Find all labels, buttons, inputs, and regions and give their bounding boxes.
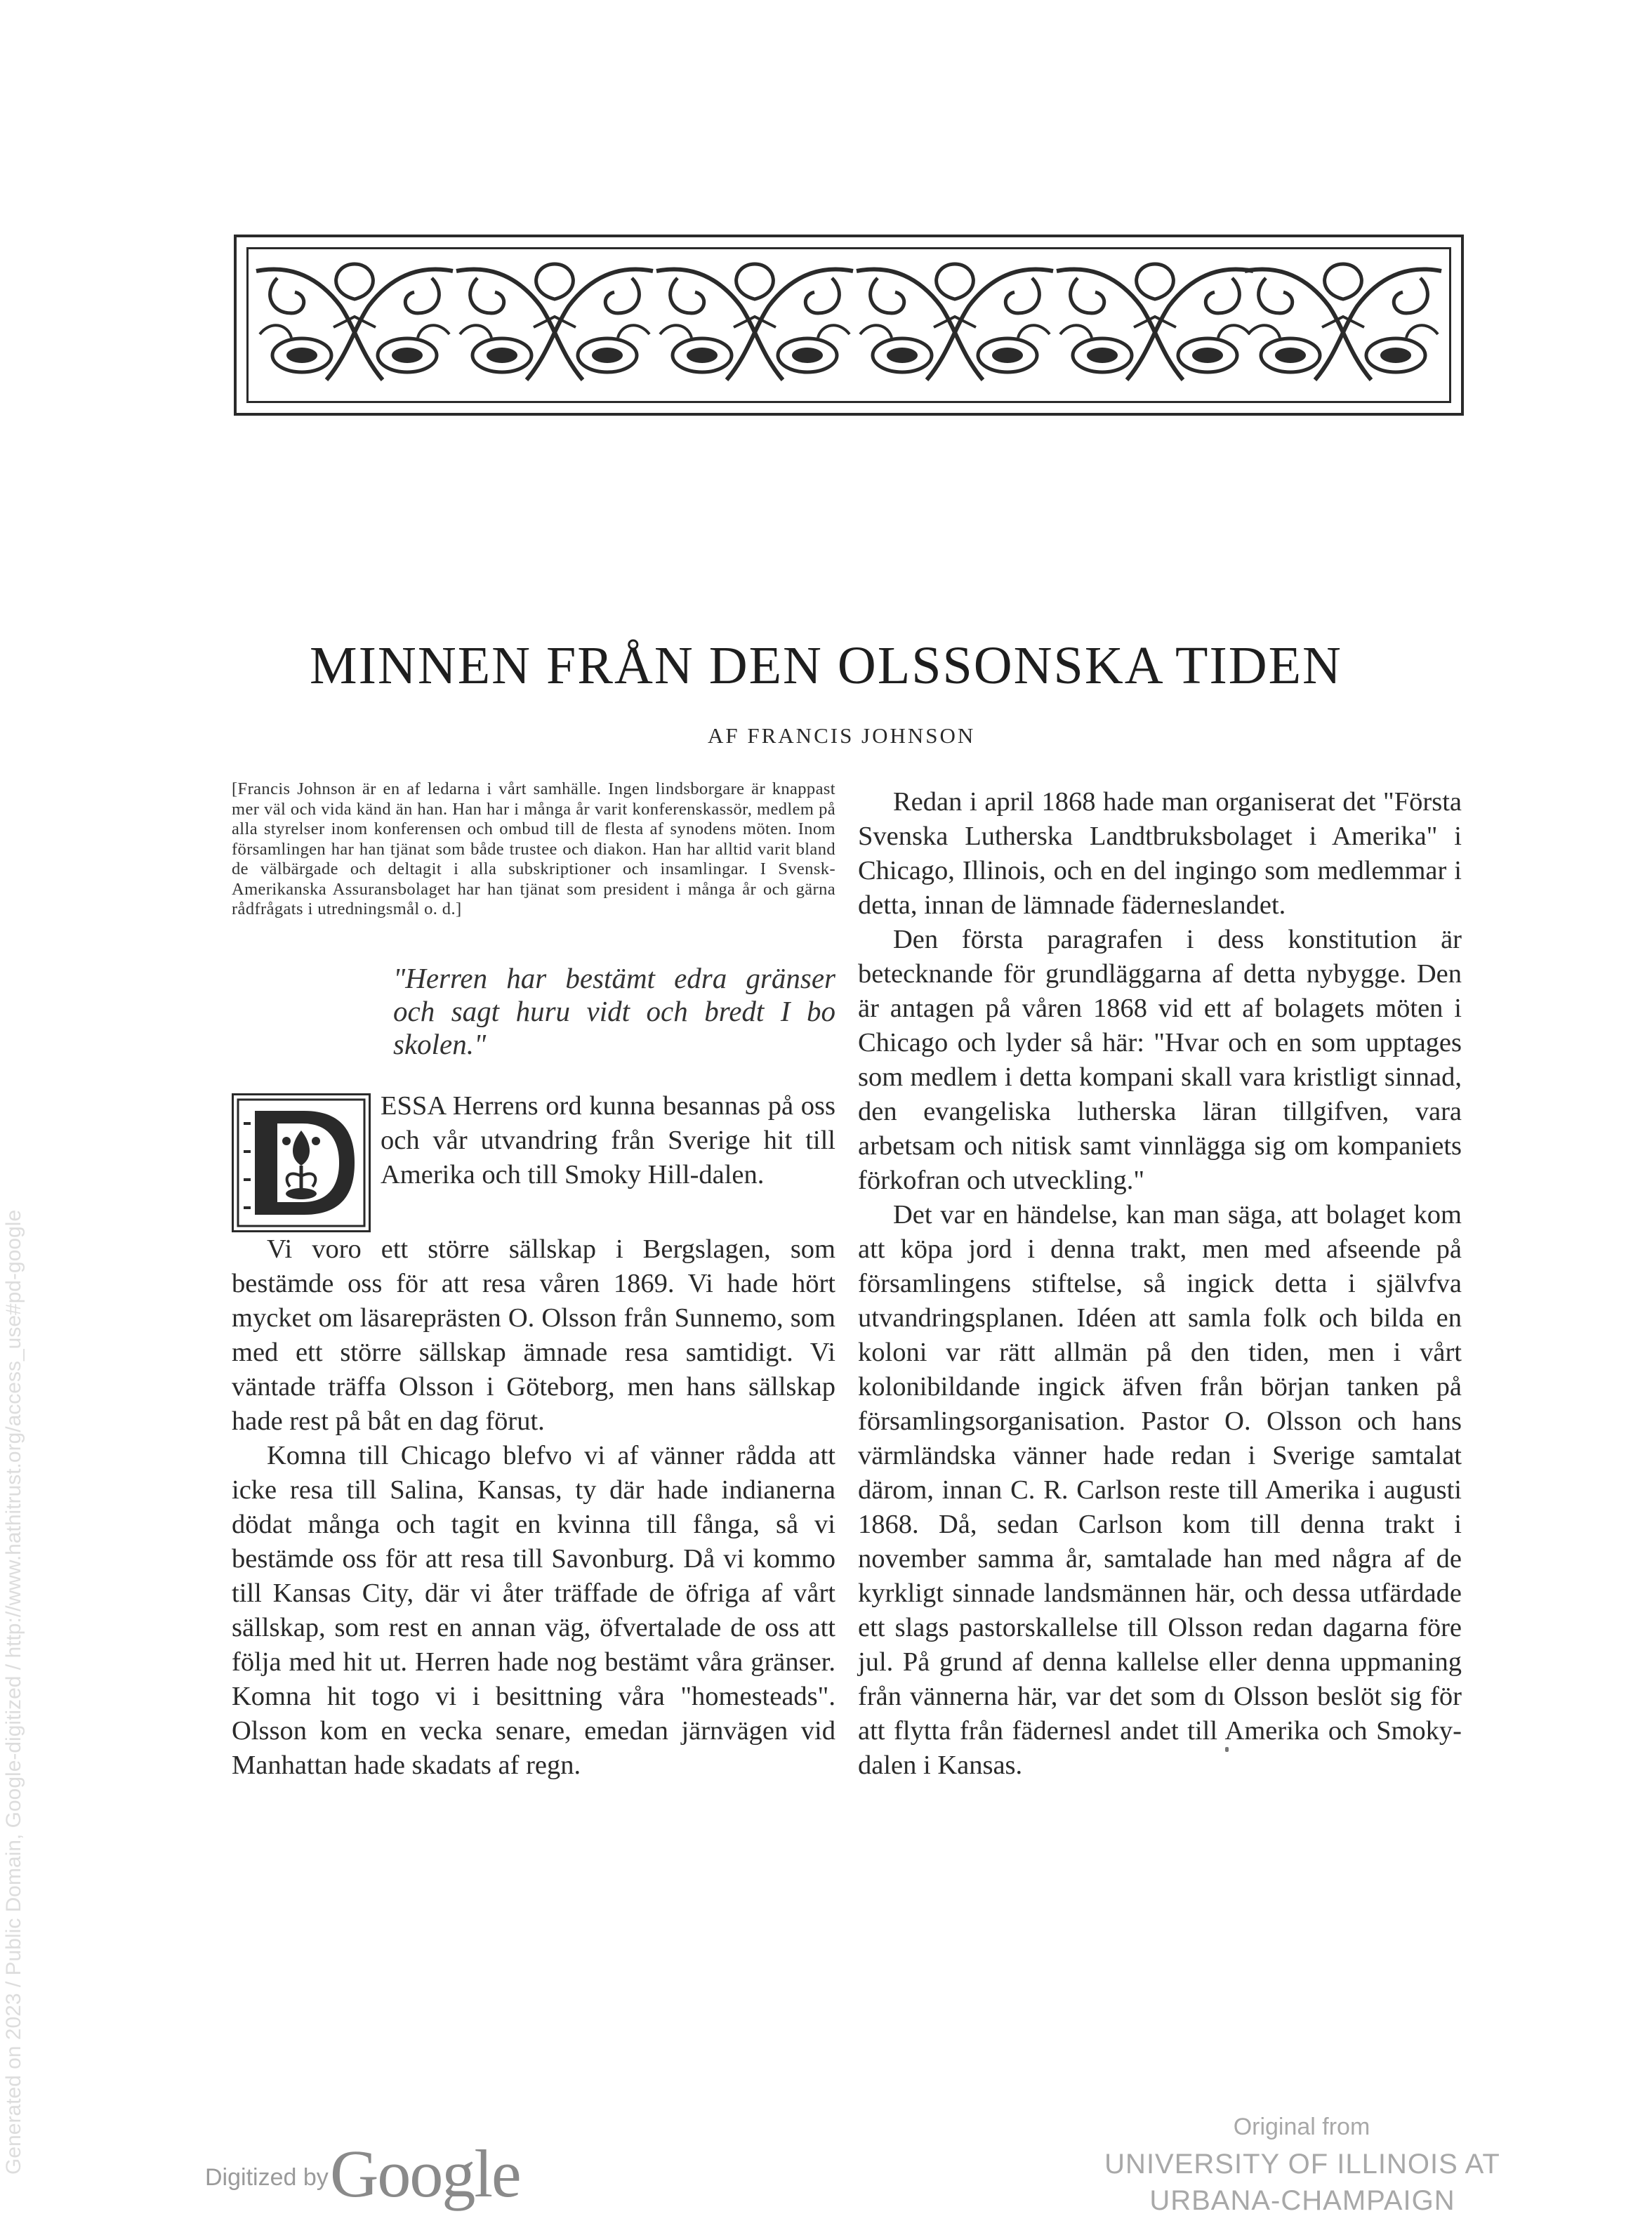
left-column	[232, 779, 835, 1783]
original-from-label: Original from	[1233, 2114, 1370, 2140]
left-paragraph-2: Vi voro ett större sällskap i Bergslagen, som bestämde oss för att resa våren 1869. Vi hade hört mycket om läsareprästen O. Olsson från Sunnemo, som med ett större sällskap ämnade resa samtidigt. Vi väntade träffa Olsson i Göteborg, men hans sällskap hade rest på båt en dag förut.	[232, 1234, 835, 1436]
university-line-1: UNIVERSITY OF ILLINOIS AT	[1104, 2149, 1500, 2180]
google-logo: Google	[330, 2136, 520, 2211]
article-title: MINNEN FRÅN DEN OLSSONSKA TIDEN	[310, 636, 1342, 695]
drop-cap-letter	[234, 1095, 369, 1230]
university-line-2: URBANA-CHAMPAIGN	[1149, 2185, 1455, 2216]
right-paragraph-3: Det var en händelse, kan man säga, att bolaget kom att köpa jord i denna trakt, men med afseende på församlingens stiftelse, så ingick detta i självfva utvandringsplanen. Idéen att samla folk och bilda en koloni var rätt allmän på den tiden, men i vårt kolonibildande ingick äfven från början tanken på församlingsorganisation. Pastor O. Olsson och hans värmländska vänner hade redan i Sverige samtalat därom, innan C. R. Carlson reste till Amerika i augusti 1868. Då, sedan Carlson kom till denna trakt i november samma år, samtalade han med några af de kyrkligt sinnade landsmännen här, och dessa utfärdade ett slags pastorskallelse till Olsson redan dagarna före jul. På grund af denna kallelse eller denna uppmaning från vännerna här, var det som dı Olsson beslöt sig för att flytta från fädernesl andet till Amerika och Smoky-dalen i Kansas.	[858, 1200, 1462, 1780]
drop-cap-initial	[232, 1093, 371, 1232]
right-paragraph-1: Redan i april 1868 hade man organiserat det "Första Svenska Lutherska Landtbruksbolaget i Amerika" i Chicago, Illinois, och en del ingingo som medlemmar i detta, innan de lämnade fäderneslandet.	[858, 787, 1462, 920]
epigraph-quote: "Herren har bestämt edra gränser och sagt huru vidt och bredt I bo skolen."	[393, 961, 835, 1060]
floral-ornament-icon	[249, 250, 1448, 400]
stray-mark	[1225, 1747, 1229, 1752]
right-column	[858, 785, 1462, 1783]
side-watermark: Generated on 2023 / Public Domain, Google-digitized / http://www.hathitrust.org/access_use#pd-google	[2, 1209, 25, 2175]
editor-note: [Francis Johnson är en af ledarna i vårt samhälle. Ingen lindsborgare är knappast mer väl och vida känd än han. Han har i många år varit konferenskassör, medlem på alla styrelser inom konferensen och ombud till de flesta af synodens möten. Inom församlingen har han tjänat som både trustee och diakon. Han har alltid varit bland de välbärgade och deltagit i alla subskriptioner och insamlingar. I Svensk-Amerikanska Assuransbolaget har han tjänat som president i många år och gärna rådfrågats i utredningsmål o. d.]	[232, 779, 835, 918]
digitized-by-label: Digitized by	[205, 2164, 329, 2191]
left-paragraph-1: ESSA Herrens ord kunna besannas på oss och vår utvandring från Sverige hit till Amerika och till Smoky Hill-dalen.	[381, 1090, 835, 1189]
article-byline: AF FRANCIS JOHNSON	[708, 723, 976, 748]
right-paragraph-2: Den första paragrafen i dess konstitution är betecknande för grundläggarna af detta nybygge. Den är antagen på våren 1868 vid ett af bolagets möten i Chicago och lyder så här: "Hvar och en som upptages som medlem i detta kompani skall vara kristligt sinnad, den evangeliska lutherska läran tillgifven, vara arbetsam och nitisk samt vinnlägga sig om kompaniets förkofran och utveckling."	[858, 925, 1462, 1195]
ornamental-header-border	[234, 235, 1464, 416]
left-paragraph-3: Komna till Chicago blefvo vi af vänner rådda att icke resa till Salina, Kansas, ty där hade indianerna dödat många och tagit en kvinna till fånga, så vi bestämde oss för att resa till Savonburg. Då vi kommo till Kansas City, där vi åter träffade de öfriga af vårt sällskap, som rest en annan väg, öfvertalade de oss att följa med hit ut. Herren hade nog bestämt våra gränser. Komna hit togo vi i besittning våra "homesteads". Olsson kom en vecka senare, emedan järnvägen vid Manhattan hade skadats af regn.	[232, 1440, 835, 1780]
